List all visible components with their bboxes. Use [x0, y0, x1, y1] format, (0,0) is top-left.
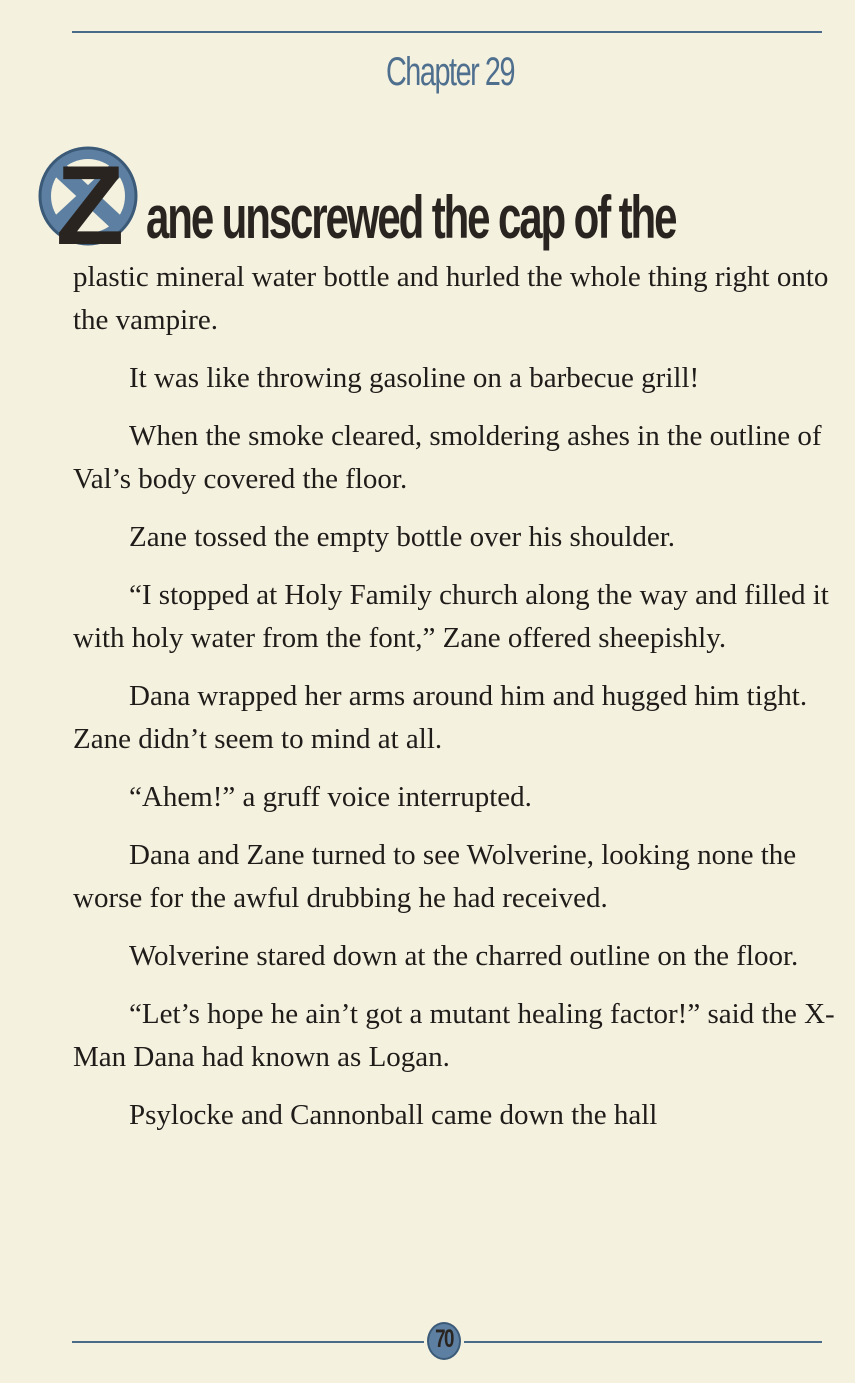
drop-cap	[38, 136, 148, 256]
body-text	[73, 256, 843, 1152]
chapter-title: Chapter 29	[385, 50, 515, 94]
drop-cap-letter: Z	[55, 143, 125, 256]
page-footer	[72, 1322, 822, 1362]
paragraph: It was like throwing gasoline on a barbecue grill!	[129, 362, 700, 394]
x-men-logo-icon	[38, 136, 148, 256]
top-rule	[72, 31, 822, 33]
page-number: 70	[435, 1325, 453, 1353]
paragraph: Zane tossed the empty bottle over his shoulder.	[129, 521, 676, 553]
paragraph: plastic mineral water bottle and hurled the whole thing right onto the vampire.	[73, 261, 829, 336]
paragraph: Dana wrapped her arms around him and hugged him tight. Zane didn’t seem to mind at all.	[73, 680, 808, 755]
footer-rule-left	[72, 1341, 424, 1343]
paragraph: Psylocke and Cannonball came down the hall	[129, 1099, 658, 1131]
paragraph: Wolverine stared down at the charred outline on the floor.	[129, 940, 799, 972]
paragraph: Dana and Zane turned to see Wolverine, looking none the worse for the awful drubbing he had received.	[73, 839, 797, 914]
lead-heading: ane unscrewed the cap of the	[146, 184, 676, 251]
paragraph: “Ahem!” a gruff voice interrupted.	[129, 781, 532, 813]
paragraph: When the smoke cleared, smoldering ashes in the outline of Val’s body covered the floor.	[73, 420, 822, 495]
footer-rule-right	[464, 1341, 822, 1343]
paragraph: “Let’s hope he ain’t got a mutant healing factor!” said the X-Man Dana had known as Logan.	[73, 998, 835, 1073]
paragraph: “I stopped at Holy Family church along the way and filled it with holy water from the font,” Zane offered sheepishly.	[73, 579, 829, 654]
